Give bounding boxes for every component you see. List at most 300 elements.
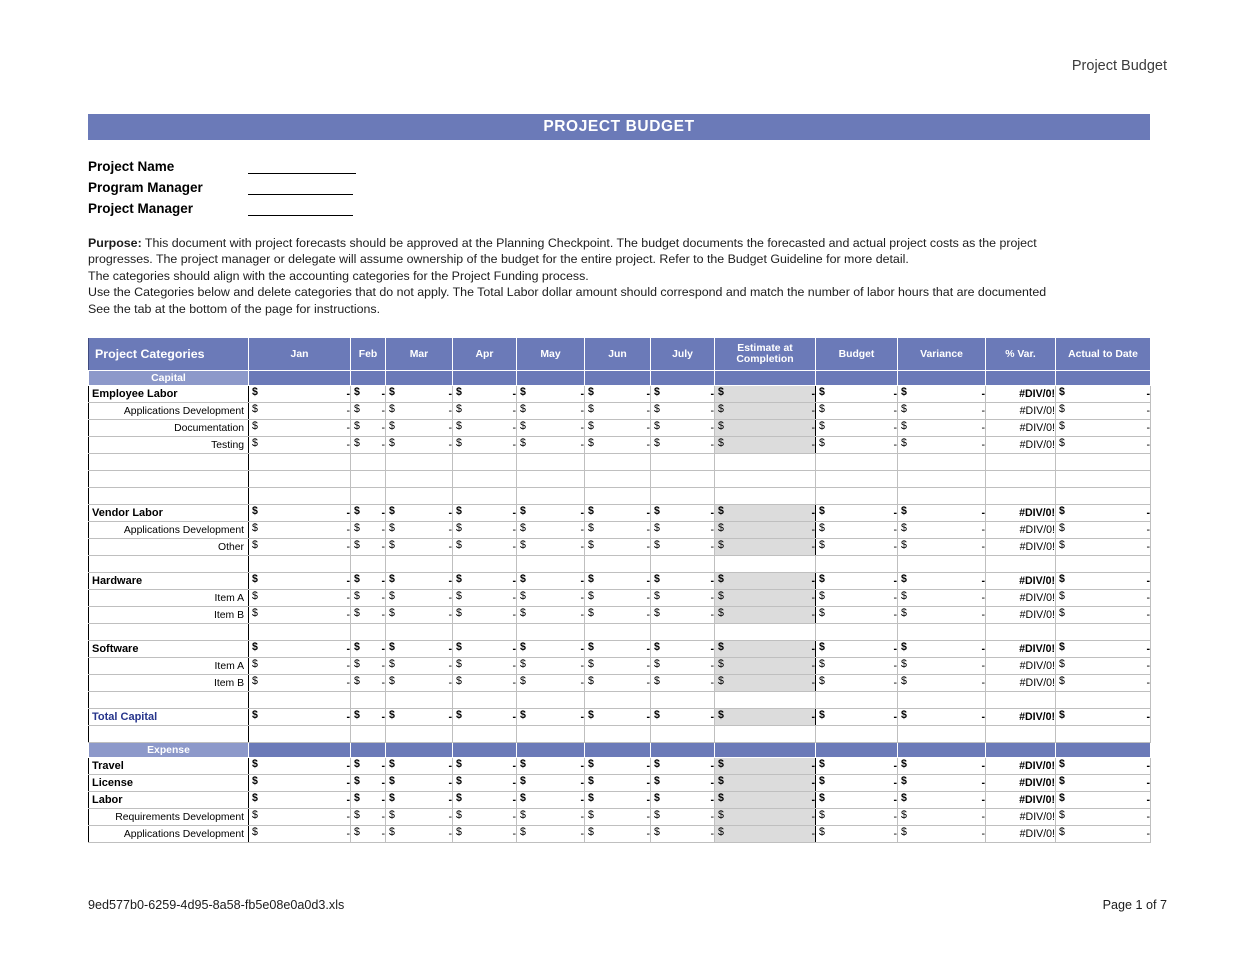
- cell-amount[interactable]: [585, 758, 651, 775]
- cell-empty[interactable]: [651, 471, 715, 488]
- cell-percent-variance[interactable]: #DIV/0!: [986, 573, 1056, 590]
- cell-amount[interactable]: [249, 573, 351, 590]
- cell-empty[interactable]: [986, 556, 1056, 573]
- cell-amount[interactable]: [1056, 386, 1151, 403]
- cell-amount[interactable]: [585, 775, 651, 792]
- cell-percent-variance[interactable]: #DIV/0!: [986, 826, 1056, 843]
- cell-empty[interactable]: [453, 692, 517, 709]
- cell-amount[interactable]: [715, 573, 816, 590]
- cell-amount[interactable]: [1056, 420, 1151, 437]
- cell-empty[interactable]: [816, 488, 898, 505]
- cell-amount[interactable]: [585, 505, 651, 522]
- cell-empty[interactable]: [715, 454, 816, 471]
- cell-empty[interactable]: [517, 726, 585, 743]
- cell-amount[interactable]: [249, 809, 351, 826]
- cell-empty[interactable]: [386, 488, 453, 505]
- cell-empty[interactable]: [986, 471, 1056, 488]
- cell-amount[interactable]: [816, 709, 898, 726]
- cell-amount[interactable]: [517, 809, 585, 826]
- cell-amount[interactable]: [351, 775, 386, 792]
- cell-amount[interactable]: [651, 539, 715, 556]
- cell-empty[interactable]: [386, 692, 453, 709]
- cell-amount[interactable]: [517, 539, 585, 556]
- cell-empty[interactable]: [249, 488, 351, 505]
- cell-amount[interactable]: [1056, 522, 1151, 539]
- cell-amount[interactable]: [715, 775, 816, 792]
- cell-amount[interactable]: [351, 437, 386, 454]
- cell-amount[interactable]: [585, 573, 651, 590]
- cell-amount[interactable]: [715, 437, 816, 454]
- cell-amount[interactable]: [453, 775, 517, 792]
- cell-amount[interactable]: [351, 522, 386, 539]
- cell-empty[interactable]: [517, 556, 585, 573]
- cell-amount[interactable]: [585, 437, 651, 454]
- cell-empty[interactable]: [986, 726, 1056, 743]
- cell-amount[interactable]: [249, 675, 351, 692]
- cell-empty[interactable]: [816, 692, 898, 709]
- cell-empty[interactable]: [715, 726, 816, 743]
- cell-empty[interactable]: [517, 454, 585, 471]
- cell-amount[interactable]: [651, 573, 715, 590]
- cell-empty[interactable]: [1056, 624, 1151, 641]
- cell-amount[interactable]: [351, 607, 386, 624]
- cell-amount[interactable]: [816, 775, 898, 792]
- cell-amount[interactable]: [898, 709, 986, 726]
- cell-empty[interactable]: [386, 726, 453, 743]
- cell-empty-label[interactable]: [89, 726, 249, 743]
- cell-amount[interactable]: [651, 437, 715, 454]
- cell-category-label[interactable]: Travel: [89, 758, 249, 775]
- cell-amount[interactable]: [249, 775, 351, 792]
- cell-amount[interactable]: [351, 709, 386, 726]
- cell-empty[interactable]: [986, 624, 1056, 641]
- cell-amount[interactable]: [715, 539, 816, 556]
- cell-empty[interactable]: [898, 471, 986, 488]
- cell-amount[interactable]: [898, 607, 986, 624]
- cell-amount[interactable]: [386, 386, 453, 403]
- cell-empty[interactable]: [715, 624, 816, 641]
- cell-amount[interactable]: [816, 641, 898, 658]
- cell-amount[interactable]: [453, 590, 517, 607]
- cell-amount[interactable]: [651, 607, 715, 624]
- cell-amount[interactable]: [816, 505, 898, 522]
- cell-amount[interactable]: [517, 792, 585, 809]
- cell-empty[interactable]: [715, 471, 816, 488]
- cell-amount[interactable]: [351, 420, 386, 437]
- column-header-project-categories[interactable]: Project Categories: [89, 338, 249, 371]
- cell-amount[interactable]: [898, 573, 986, 590]
- cell-amount[interactable]: [249, 658, 351, 675]
- cell-percent-variance[interactable]: #DIV/0!: [986, 522, 1056, 539]
- cell-empty[interactable]: [585, 692, 651, 709]
- cell-amount[interactable]: [453, 607, 517, 624]
- cell-empty[interactable]: [715, 488, 816, 505]
- cell-percent-variance[interactable]: #DIV/0!: [986, 386, 1056, 403]
- cell-amount[interactable]: [715, 792, 816, 809]
- cell-amount[interactable]: [898, 386, 986, 403]
- cell-amount[interactable]: [517, 607, 585, 624]
- cell-category-label[interactable]: Other: [89, 539, 249, 556]
- cell-empty[interactable]: [651, 488, 715, 505]
- cell-percent-variance[interactable]: #DIV/0!: [986, 809, 1056, 826]
- cell-amount[interactable]: [386, 437, 453, 454]
- cell-amount[interactable]: [386, 420, 453, 437]
- cell-amount[interactable]: [651, 675, 715, 692]
- cell-empty[interactable]: [386, 471, 453, 488]
- cell-amount[interactable]: [898, 758, 986, 775]
- cell-amount[interactable]: [651, 775, 715, 792]
- cell-empty[interactable]: [249, 556, 351, 573]
- cell-percent-variance[interactable]: #DIV/0!: [986, 437, 1056, 454]
- cell-amount[interactable]: [517, 573, 585, 590]
- cell-amount[interactable]: [585, 658, 651, 675]
- cell-amount[interactable]: [715, 809, 816, 826]
- cell-amount[interactable]: [453, 386, 517, 403]
- cell-amount[interactable]: [453, 573, 517, 590]
- cell-empty-label[interactable]: [89, 471, 249, 488]
- cell-empty[interactable]: [386, 454, 453, 471]
- cell-amount[interactable]: [816, 590, 898, 607]
- cell-amount[interactable]: [1056, 573, 1151, 590]
- cell-amount[interactable]: [1056, 607, 1151, 624]
- column-header-may[interactable]: May: [517, 338, 585, 371]
- cell-empty[interactable]: [1056, 556, 1151, 573]
- cell-amount[interactable]: [453, 522, 517, 539]
- cell-amount[interactable]: [453, 809, 517, 826]
- cell-amount[interactable]: [453, 709, 517, 726]
- cell-empty[interactable]: [249, 624, 351, 641]
- cell-amount[interactable]: [898, 420, 986, 437]
- cell-amount[interactable]: [816, 675, 898, 692]
- cell-amount[interactable]: [1056, 758, 1151, 775]
- cell-amount[interactable]: [249, 792, 351, 809]
- cell-amount[interactable]: [585, 826, 651, 843]
- cell-amount[interactable]: [651, 505, 715, 522]
- cell-amount[interactable]: [651, 420, 715, 437]
- cell-amount[interactable]: [249, 437, 351, 454]
- cell-amount[interactable]: [816, 522, 898, 539]
- cell-amount[interactable]: [453, 758, 517, 775]
- cell-amount[interactable]: [898, 539, 986, 556]
- cell-amount[interactable]: [351, 758, 386, 775]
- cell-amount[interactable]: [351, 403, 386, 420]
- cell-amount[interactable]: [351, 590, 386, 607]
- cell-amount[interactable]: [816, 437, 898, 454]
- cell-amount[interactable]: [249, 590, 351, 607]
- cell-amount[interactable]: [898, 403, 986, 420]
- cell-amount[interactable]: [585, 675, 651, 692]
- column-header-var[interactable]: % Var.: [986, 338, 1056, 371]
- cell-amount[interactable]: [351, 641, 386, 658]
- cell-amount[interactable]: [249, 826, 351, 843]
- cell-amount[interactable]: [651, 403, 715, 420]
- cell-empty[interactable]: [351, 488, 386, 505]
- cell-category-label[interactable]: Testing: [89, 437, 249, 454]
- cell-amount[interactable]: [715, 403, 816, 420]
- cell-percent-variance[interactable]: #DIV/0!: [986, 709, 1056, 726]
- column-header-jun[interactable]: Jun: [585, 338, 651, 371]
- cell-amount[interactable]: [1056, 505, 1151, 522]
- cell-empty[interactable]: [715, 556, 816, 573]
- cell-amount[interactable]: [249, 641, 351, 658]
- cell-amount[interactable]: [453, 539, 517, 556]
- cell-amount[interactable]: [715, 505, 816, 522]
- cell-empty[interactable]: [517, 471, 585, 488]
- cell-amount[interactable]: [585, 539, 651, 556]
- cell-empty-label[interactable]: [89, 556, 249, 573]
- cell-empty[interactable]: [585, 726, 651, 743]
- cell-amount[interactable]: [715, 386, 816, 403]
- cell-amount[interactable]: [898, 590, 986, 607]
- cell-amount[interactable]: [651, 792, 715, 809]
- cell-empty[interactable]: [651, 624, 715, 641]
- cell-amount[interactable]: [249, 522, 351, 539]
- cell-amount[interactable]: [517, 437, 585, 454]
- cell-amount[interactable]: [249, 505, 351, 522]
- cell-empty[interactable]: [249, 454, 351, 471]
- cell-empty[interactable]: [816, 454, 898, 471]
- cell-empty[interactable]: [715, 692, 816, 709]
- cell-amount[interactable]: [715, 522, 816, 539]
- cell-amount[interactable]: [1056, 539, 1151, 556]
- cell-amount[interactable]: [1056, 809, 1151, 826]
- cell-empty[interactable]: [453, 726, 517, 743]
- cell-amount[interactable]: [898, 675, 986, 692]
- cell-empty[interactable]: [816, 471, 898, 488]
- cell-percent-variance[interactable]: #DIV/0!: [986, 775, 1056, 792]
- cell-empty[interactable]: [351, 726, 386, 743]
- cell-category-label[interactable]: Documentation: [89, 420, 249, 437]
- cell-amount[interactable]: [816, 607, 898, 624]
- cell-amount[interactable]: [898, 505, 986, 522]
- cell-empty[interactable]: [898, 692, 986, 709]
- cell-amount[interactable]: [517, 641, 585, 658]
- cell-amount[interactable]: [517, 826, 585, 843]
- cell-empty[interactable]: [585, 471, 651, 488]
- cell-amount[interactable]: [453, 826, 517, 843]
- column-header-budget[interactable]: Budget: [816, 338, 898, 371]
- cell-empty[interactable]: [816, 624, 898, 641]
- cell-amount[interactable]: [386, 709, 453, 726]
- cell-amount[interactable]: [651, 758, 715, 775]
- cell-percent-variance[interactable]: #DIV/0!: [986, 792, 1056, 809]
- cell-empty[interactable]: [651, 556, 715, 573]
- cell-category-label[interactable]: Hardware: [89, 573, 249, 590]
- cell-amount[interactable]: [651, 590, 715, 607]
- column-header-apr[interactable]: Apr: [453, 338, 517, 371]
- cell-percent-variance[interactable]: #DIV/0!: [986, 675, 1056, 692]
- cell-amount[interactable]: [651, 658, 715, 675]
- cell-empty-label[interactable]: [89, 454, 249, 471]
- cell-amount[interactable]: [585, 590, 651, 607]
- cell-amount[interactable]: [1056, 437, 1151, 454]
- cell-empty[interactable]: [986, 454, 1056, 471]
- cell-amount[interactable]: [715, 658, 816, 675]
- cell-amount[interactable]: [386, 758, 453, 775]
- cell-amount[interactable]: [386, 675, 453, 692]
- cell-amount[interactable]: [898, 809, 986, 826]
- cell-amount[interactable]: [386, 792, 453, 809]
- cell-amount[interactable]: [517, 386, 585, 403]
- cell-category-label[interactable]: Requirements Development: [89, 809, 249, 826]
- cell-empty[interactable]: [1056, 488, 1151, 505]
- cell-amount[interactable]: [898, 775, 986, 792]
- cell-amount[interactable]: [715, 826, 816, 843]
- cell-amount[interactable]: [386, 403, 453, 420]
- cell-amount[interactable]: [1056, 709, 1151, 726]
- cell-empty[interactable]: [898, 488, 986, 505]
- cell-amount[interactable]: [585, 522, 651, 539]
- cell-category-label[interactable]: Item B: [89, 675, 249, 692]
- cell-amount[interactable]: [585, 641, 651, 658]
- cell-amount[interactable]: [1056, 826, 1151, 843]
- cell-amount[interactable]: [351, 505, 386, 522]
- cell-empty[interactable]: [453, 488, 517, 505]
- cell-amount[interactable]: [1056, 792, 1151, 809]
- cell-amount[interactable]: [517, 420, 585, 437]
- cell-empty[interactable]: [585, 488, 651, 505]
- cell-amount[interactable]: [453, 505, 517, 522]
- cell-amount[interactable]: [517, 775, 585, 792]
- column-header-feb[interactable]: Feb: [351, 338, 386, 371]
- cell-amount[interactable]: [386, 607, 453, 624]
- cell-empty[interactable]: [453, 624, 517, 641]
- cell-amount[interactable]: [453, 641, 517, 658]
- cell-amount[interactable]: [816, 573, 898, 590]
- cell-percent-variance[interactable]: #DIV/0!: [986, 758, 1056, 775]
- cell-empty[interactable]: [986, 692, 1056, 709]
- cell-amount[interactable]: [386, 590, 453, 607]
- cell-amount[interactable]: [1056, 590, 1151, 607]
- cell-amount[interactable]: [249, 539, 351, 556]
- cell-amount[interactable]: [386, 826, 453, 843]
- cell-empty[interactable]: [453, 471, 517, 488]
- cell-empty-label[interactable]: [89, 488, 249, 505]
- cell-percent-variance[interactable]: #DIV/0!: [986, 658, 1056, 675]
- cell-category-label[interactable]: Vendor Labor: [89, 505, 249, 522]
- cell-amount[interactable]: [651, 386, 715, 403]
- cell-empty[interactable]: [517, 692, 585, 709]
- cell-amount[interactable]: [715, 607, 816, 624]
- cell-percent-variance[interactable]: #DIV/0!: [986, 420, 1056, 437]
- cell-amount[interactable]: [351, 675, 386, 692]
- cell-amount[interactable]: [816, 386, 898, 403]
- cell-amount[interactable]: [898, 437, 986, 454]
- cell-category-label[interactable]: Item B: [89, 607, 249, 624]
- cell-category-label[interactable]: Total Capital: [89, 709, 249, 726]
- cell-amount[interactable]: [816, 792, 898, 809]
- cell-amount[interactable]: [898, 826, 986, 843]
- cell-amount[interactable]: [351, 826, 386, 843]
- cell-amount[interactable]: [715, 758, 816, 775]
- cell-percent-variance[interactable]: #DIV/0!: [986, 403, 1056, 420]
- cell-empty[interactable]: [898, 556, 986, 573]
- cell-amount[interactable]: [386, 775, 453, 792]
- cell-amount[interactable]: [386, 505, 453, 522]
- cell-amount[interactable]: [517, 675, 585, 692]
- cell-empty[interactable]: [249, 471, 351, 488]
- cell-percent-variance[interactable]: #DIV/0!: [986, 607, 1056, 624]
- cell-amount[interactable]: [517, 403, 585, 420]
- cell-empty[interactable]: [351, 471, 386, 488]
- cell-percent-variance[interactable]: #DIV/0!: [986, 539, 1056, 556]
- cell-category-label[interactable]: Applications Development: [89, 522, 249, 539]
- cell-amount[interactable]: [715, 641, 816, 658]
- cell-amount[interactable]: [386, 522, 453, 539]
- cell-amount[interactable]: [715, 709, 816, 726]
- cell-amount[interactable]: [351, 573, 386, 590]
- cell-amount[interactable]: [517, 709, 585, 726]
- column-header-variance[interactable]: Variance: [898, 338, 986, 371]
- cell-empty[interactable]: [816, 556, 898, 573]
- cell-amount[interactable]: [715, 420, 816, 437]
- cell-empty[interactable]: [898, 454, 986, 471]
- cell-empty[interactable]: [816, 726, 898, 743]
- cell-empty[interactable]: [898, 624, 986, 641]
- column-header-estimate-at-completion[interactable]: Estimate at Completion: [715, 338, 816, 371]
- cell-empty[interactable]: [386, 624, 453, 641]
- cell-amount[interactable]: [651, 826, 715, 843]
- cell-amount[interactable]: [453, 403, 517, 420]
- column-header-mar[interactable]: Mar: [386, 338, 453, 371]
- cell-empty[interactable]: [585, 624, 651, 641]
- cell-amount[interactable]: [651, 809, 715, 826]
- cell-amount[interactable]: [898, 522, 986, 539]
- cell-empty[interactable]: [351, 556, 386, 573]
- cell-empty[interactable]: [351, 454, 386, 471]
- cell-amount[interactable]: [816, 809, 898, 826]
- cell-amount[interactable]: [651, 522, 715, 539]
- cell-amount[interactable]: [249, 758, 351, 775]
- cell-category-label[interactable]: Item A: [89, 658, 249, 675]
- cell-empty[interactable]: [517, 624, 585, 641]
- cell-amount[interactable]: [386, 658, 453, 675]
- cell-category-label[interactable]: Software: [89, 641, 249, 658]
- cell-category-label[interactable]: Item A: [89, 590, 249, 607]
- cell-amount[interactable]: [1056, 775, 1151, 792]
- cell-empty[interactable]: [351, 692, 386, 709]
- cell-empty-label[interactable]: [89, 692, 249, 709]
- cell-amount[interactable]: [651, 709, 715, 726]
- cell-percent-variance[interactable]: #DIV/0!: [986, 505, 1056, 522]
- cell-empty[interactable]: [453, 556, 517, 573]
- cell-amount[interactable]: [816, 403, 898, 420]
- cell-amount[interactable]: [651, 641, 715, 658]
- cell-amount[interactable]: [585, 792, 651, 809]
- cell-amount[interactable]: [1056, 403, 1151, 420]
- cell-amount[interactable]: [898, 792, 986, 809]
- field-input-program-manager[interactable]: [248, 180, 353, 195]
- cell-percent-variance[interactable]: #DIV/0!: [986, 641, 1056, 658]
- cell-amount[interactable]: [816, 758, 898, 775]
- cell-amount[interactable]: [249, 403, 351, 420]
- cell-amount[interactable]: [386, 809, 453, 826]
- cell-amount[interactable]: [1056, 658, 1151, 675]
- cell-empty[interactable]: [1056, 471, 1151, 488]
- cell-amount[interactable]: [585, 420, 651, 437]
- cell-amount[interactable]: [453, 420, 517, 437]
- cell-empty[interactable]: [986, 488, 1056, 505]
- cell-amount[interactable]: [517, 522, 585, 539]
- cell-amount[interactable]: [585, 709, 651, 726]
- cell-empty[interactable]: [651, 726, 715, 743]
- cell-amount[interactable]: [1056, 675, 1151, 692]
- cell-category-label[interactable]: Employee Labor: [89, 386, 249, 403]
- cell-empty[interactable]: [386, 556, 453, 573]
- cell-category-label[interactable]: Applications Development: [89, 826, 249, 843]
- cell-empty[interactable]: [898, 726, 986, 743]
- cell-amount[interactable]: [386, 641, 453, 658]
